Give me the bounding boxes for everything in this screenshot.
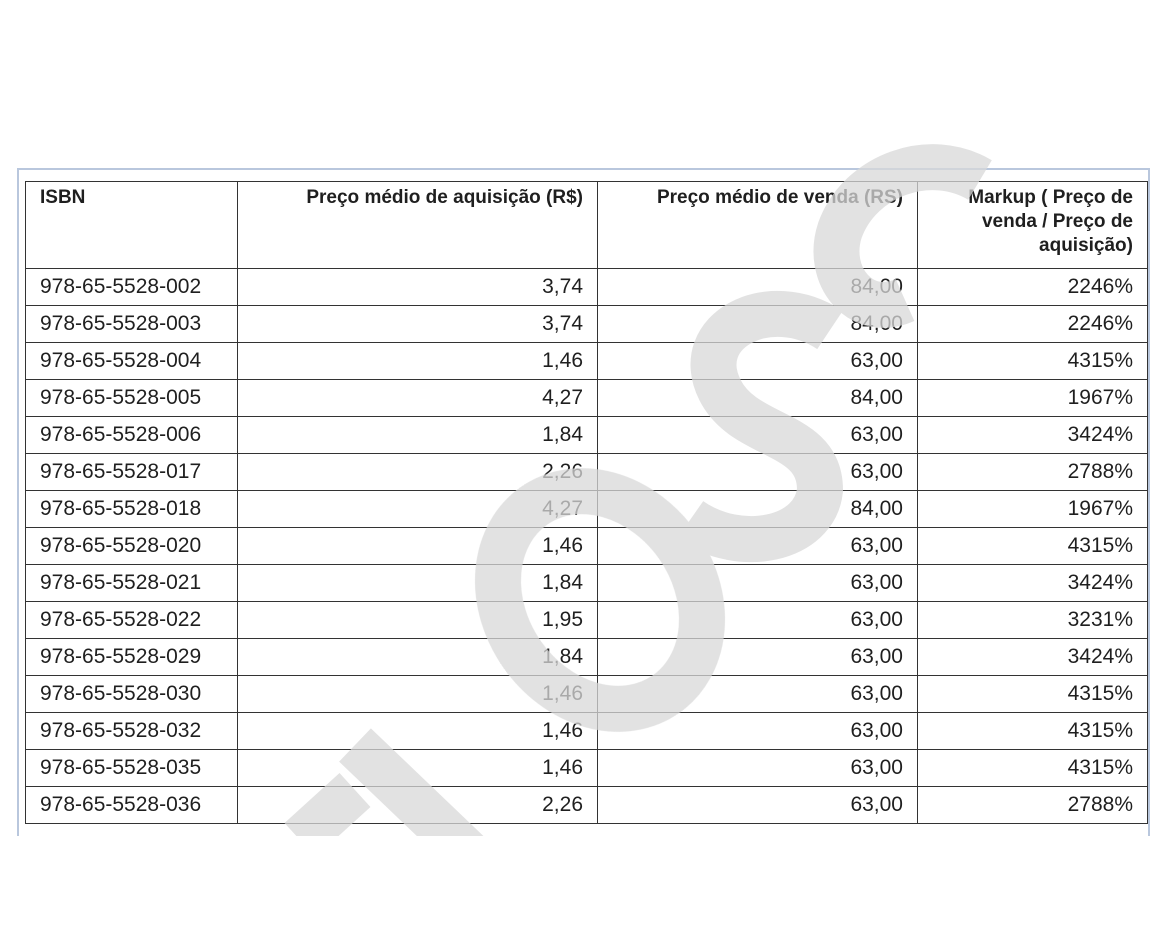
table-row [26, 602, 1148, 639]
table-row [26, 269, 1148, 306]
markup-cell: 3231% [918, 602, 1148, 639]
table-row [26, 528, 1148, 565]
table-row [26, 491, 1148, 528]
isbn-cell: 978-65-5528-004 [26, 343, 238, 380]
sale-price-cell: 63,00 [598, 528, 918, 565]
table-row [26, 676, 1148, 713]
header-isbn: ISBN [26, 182, 238, 269]
isbn-cell: 978-65-5528-002 [26, 269, 238, 306]
isbn-cell: 978-65-5528-029 [26, 639, 238, 676]
markup-cell: 2246% [918, 306, 1148, 343]
table-row [26, 750, 1148, 787]
isbn-cell: 978-65-5528-035 [26, 750, 238, 787]
isbn-cell: 978-65-5528-005 [26, 380, 238, 417]
table-row [26, 454, 1148, 491]
sale-price-cell: 63,00 [598, 417, 918, 454]
markup-cell: 4315% [918, 750, 1148, 787]
markup-cell: 2788% [918, 787, 1148, 824]
acquisition-price-cell: 1,46 [238, 750, 598, 787]
isbn-cell: 978-65-5528-030 [26, 676, 238, 713]
isbn-price-table [25, 181, 1148, 824]
sale-price-cell: 63,00 [598, 454, 918, 491]
markup-cell: 1967% [918, 491, 1148, 528]
sale-price-cell: 63,00 [598, 639, 918, 676]
markup-cell: 1967% [918, 380, 1148, 417]
table-row [26, 380, 1148, 417]
isbn-cell: 978-65-5528-021 [26, 565, 238, 602]
table-row [26, 565, 1148, 602]
acquisition-price-cell: 1,84 [238, 417, 598, 454]
table-row [26, 713, 1148, 750]
acquisition-price-cell: 4,27 [238, 380, 598, 417]
table-row [26, 639, 1148, 676]
markup-cell: 4315% [918, 343, 1148, 380]
isbn-cell: 978-65-5528-018 [26, 491, 238, 528]
header-markup: Markup ( Preço de venda / Preço de aquisição) [918, 182, 1148, 269]
sale-price-cell: 63,00 [598, 602, 918, 639]
isbn-cell: 978-65-5528-017 [26, 454, 238, 491]
acquisition-price-cell: 1,46 [238, 676, 598, 713]
sale-price-cell: 63,00 [598, 676, 918, 713]
markup-cell: 3424% [918, 639, 1148, 676]
table-row [26, 787, 1148, 824]
sale-price-cell: 84,00 [598, 380, 918, 417]
markup-cell: 4315% [918, 713, 1148, 750]
table-row [26, 343, 1148, 380]
isbn-cell: 978-65-5528-020 [26, 528, 238, 565]
isbn-cell: 978-65-5528-032 [26, 713, 238, 750]
acquisition-price-cell: 3,74 [238, 306, 598, 343]
sale-price-cell: 84,00 [598, 306, 918, 343]
bottom-blank-area [0, 836, 1170, 952]
acquisition-price-cell: 4,27 [238, 491, 598, 528]
table-row [26, 306, 1148, 343]
acquisition-price-cell: 2,26 [238, 787, 598, 824]
acquisition-price-cell: 1,46 [238, 528, 598, 565]
markup-cell: 3424% [918, 565, 1148, 602]
isbn-cell: 978-65-5528-022 [26, 602, 238, 639]
sale-price-cell: 63,00 [598, 343, 918, 380]
sale-price-cell: 63,00 [598, 565, 918, 602]
markup-cell: 2246% [918, 269, 1148, 306]
sale-price-cell: 84,00 [598, 491, 918, 528]
header-acquisition-price: Preço médio de aquisição (R$) [238, 182, 598, 269]
acquisition-price-cell: 1,95 [238, 602, 598, 639]
table-row [26, 417, 1148, 454]
sale-price-cell: 84,00 [598, 269, 918, 306]
isbn-cell: 978-65-5528-006 [26, 417, 238, 454]
acquisition-price-cell: 3,74 [238, 269, 598, 306]
acquisition-price-cell: 1,84 [238, 639, 598, 676]
acquisition-price-cell: 1,84 [238, 565, 598, 602]
acquisition-price-cell: 2,26 [238, 454, 598, 491]
header-sale-price: Preço médio de venda (RS) [598, 182, 918, 269]
sale-price-cell: 63,00 [598, 713, 918, 750]
table-header-row [26, 182, 1148, 269]
sale-price-cell: 63,00 [598, 750, 918, 787]
isbn-cell: 978-65-5528-003 [26, 306, 238, 343]
sale-price-cell: 63,00 [598, 787, 918, 824]
isbn-cell: 978-65-5528-036 [26, 787, 238, 824]
markup-cell: 2788% [918, 454, 1148, 491]
markup-cell: 4315% [918, 676, 1148, 713]
acquisition-price-cell: 1,46 [238, 713, 598, 750]
acquisition-price-cell: 1,46 [238, 343, 598, 380]
table-body [26, 269, 1148, 824]
markup-cell: 3424% [918, 417, 1148, 454]
markup-cell: 4315% [918, 528, 1148, 565]
